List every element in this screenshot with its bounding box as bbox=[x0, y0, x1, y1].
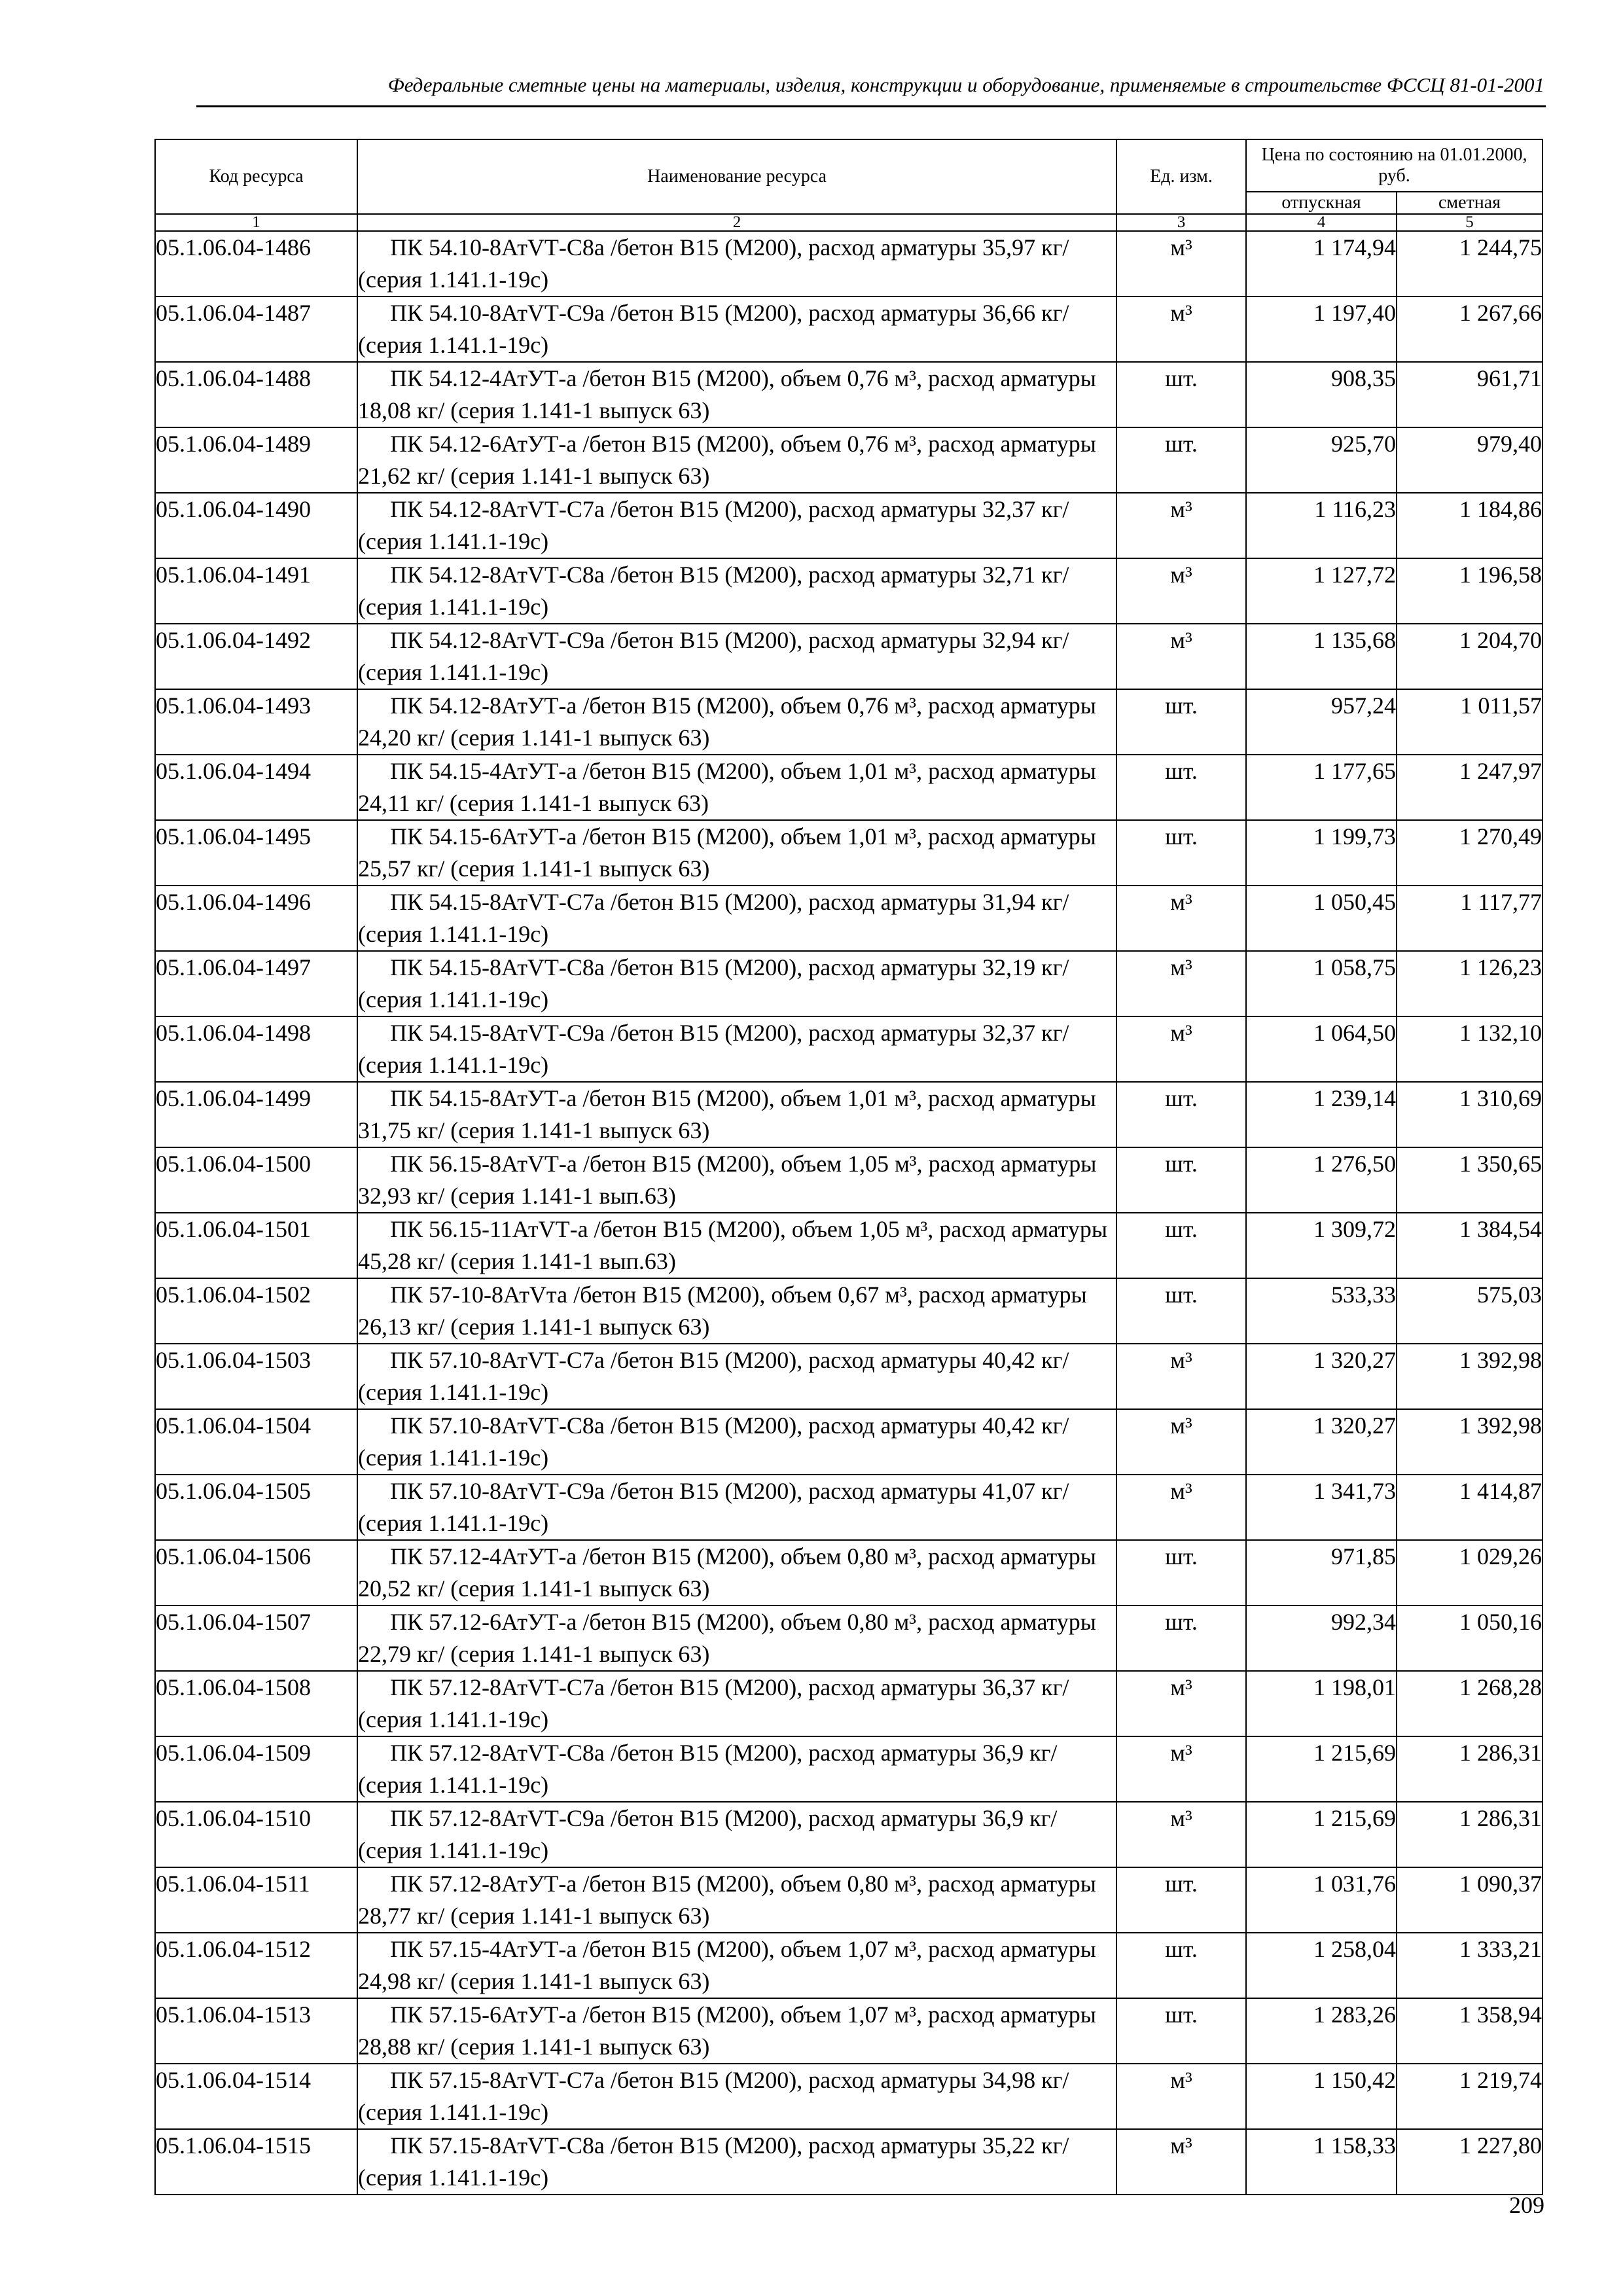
release-price-cell: 957,24 bbox=[1246, 689, 1397, 755]
table-row bbox=[155, 1344, 1543, 1409]
table-row bbox=[155, 1933, 1543, 1998]
table-row bbox=[155, 1278, 1543, 1344]
resource-name-cell bbox=[357, 1213, 1116, 1278]
resource-code-cell: 05.1.06.04-1510 bbox=[155, 1802, 357, 1867]
resource-name-text: ПК 57.15-8АтVТ-С8а /бетон В15 (М200), расход арматуры 35,22 кг/ (серия 1.141.1-19с) bbox=[358, 2132, 1069, 2191]
unit-cell: шт. bbox=[1116, 1540, 1246, 1605]
resource-code-cell: 05.1.06.04-1512 bbox=[155, 1933, 357, 1998]
resource-name-text: ПК 57.10-8АтVТ-С8а /бетон В15 (М200), расход арматуры 40,42 кг/ (серия 1.141.1-19с) bbox=[358, 1412, 1069, 1471]
release-price-cell: 1 031,76 bbox=[1246, 1867, 1397, 1933]
resource-name-cell bbox=[357, 558, 1116, 624]
estimate-price-cell: 1 333,21 bbox=[1397, 1933, 1543, 1998]
unit-cell: м³ bbox=[1116, 1409, 1246, 1475]
resource-name-cell bbox=[357, 1671, 1116, 1736]
estimate-price-cell: 1 310,69 bbox=[1397, 1082, 1543, 1147]
resource-name-cell bbox=[357, 362, 1116, 427]
unit-cell: м³ bbox=[1116, 231, 1246, 296]
estimate-price-cell: 1 184,86 bbox=[1397, 493, 1543, 558]
table-row bbox=[155, 1736, 1543, 1802]
table-row bbox=[155, 1605, 1543, 1671]
release-price-cell: 1 177,65 bbox=[1246, 755, 1397, 820]
estimate-price-cell: 1 090,37 bbox=[1397, 1867, 1543, 1933]
resource-code-cell: 05.1.06.04-1504 bbox=[155, 1409, 357, 1475]
unit-cell: шт. bbox=[1116, 1867, 1246, 1933]
table-row bbox=[155, 1671, 1543, 1736]
resource-name-text: ПК 54.12-8АтVТ-С9а /бетон В15 (М200), расход арматуры 32,94 кг/ (серия 1.141.1-19с) bbox=[358, 627, 1069, 685]
release-price-cell: 1 276,50 bbox=[1246, 1147, 1397, 1213]
resource-name-text: ПК 57.15-6АтУТ-а /бетон В15 (М200), объем 1,07 м³, расход арматуры 28,88 кг/ (серия 1.141-1 выпуск 63) bbox=[358, 2001, 1096, 2060]
estimate-price-cell: 1 029,26 bbox=[1397, 1540, 1543, 1605]
release-price-cell: 1 135,68 bbox=[1246, 624, 1397, 689]
estimate-price-cell: 1 132,10 bbox=[1397, 1016, 1543, 1082]
resource-name-text: ПК 57.12-8АтУТ-а /бетон В15 (М200), объем 0,80 м³, расход арматуры 28,77 кг/ (серия 1.141-1 выпуск 63) bbox=[358, 1871, 1096, 1929]
table-row bbox=[155, 1475, 1543, 1540]
unit-cell: шт. bbox=[1116, 1605, 1246, 1671]
column-numbers-row bbox=[155, 214, 1543, 231]
unit-cell: м³ bbox=[1116, 1736, 1246, 1802]
column-number: 4 bbox=[1246, 214, 1397, 231]
unit-cell: м³ bbox=[1116, 1475, 1246, 1540]
release-price-cell: 1 258,04 bbox=[1246, 1933, 1397, 1998]
release-price-cell: 1 341,73 bbox=[1246, 1475, 1397, 1540]
table-header bbox=[155, 139, 1543, 231]
resource-name-cell bbox=[357, 1998, 1116, 2064]
resource-name-text: ПК 57-10-8АтVта /бетон В15 (М200), объем 0,67 м³, расход арматуры 26,13 кг/ (серия 1.141-1 выпуск 63) bbox=[358, 1282, 1087, 1340]
estimate-price-cell: 1 286,31 bbox=[1397, 1802, 1543, 1867]
unit-cell: шт. bbox=[1116, 1278, 1246, 1344]
release-price-cell: 1 239,14 bbox=[1246, 1082, 1397, 1147]
resource-code-cell: 05.1.06.04-1506 bbox=[155, 1540, 357, 1605]
release-price-cell: 1 283,26 bbox=[1246, 1998, 1397, 2064]
resource-name-cell bbox=[357, 1278, 1116, 1344]
resource-name-cell bbox=[357, 1933, 1116, 1998]
estimate-price-cell: 1 227,80 bbox=[1397, 2129, 1543, 2195]
resource-name-text: ПК 54.15-8АтVТ-С8а /бетон В15 (М200), расход арматуры 32,19 кг/ (серия 1.141.1-19с) bbox=[358, 954, 1069, 1013]
resource-name-cell bbox=[357, 296, 1116, 362]
resource-code-cell: 05.1.06.04-1515 bbox=[155, 2129, 357, 2195]
table-row bbox=[155, 493, 1543, 558]
resource-name-cell bbox=[357, 1409, 1116, 1475]
unit-cell: шт. bbox=[1116, 362, 1246, 427]
release-price-cell: 1 215,69 bbox=[1246, 1802, 1397, 1867]
resource-code-cell: 05.1.06.04-1489 bbox=[155, 427, 357, 493]
resource-code-cell: 05.1.06.04-1500 bbox=[155, 1147, 357, 1213]
unit-cell: м³ bbox=[1116, 1344, 1246, 1409]
estimate-price-cell: 1 268,28 bbox=[1397, 1671, 1543, 1736]
resource-name-text: ПК 54.15-8АтVТ-С9а /бетон В15 (М200), расход арматуры 32,37 кг/ (серия 1.141.1-19с) bbox=[358, 1020, 1069, 1078]
estimate-price-cell: 1 270,49 bbox=[1397, 820, 1543, 886]
resource-code-cell: 05.1.06.04-1495 bbox=[155, 820, 357, 886]
release-price-cell: 1 064,50 bbox=[1246, 1016, 1397, 1082]
resource-code-cell: 05.1.06.04-1487 bbox=[155, 296, 357, 362]
estimate-price-cell: 1 384,54 bbox=[1397, 1213, 1543, 1278]
resource-name-cell bbox=[357, 820, 1116, 886]
resource-name-text: ПК 54.10-8АтVТ-С8а /бетон В15 (М200), расход арматуры 35,97 кг/ (серия 1.141.1-19с) bbox=[358, 234, 1069, 293]
unit-cell: м³ bbox=[1116, 558, 1246, 624]
resource-code-cell: 05.1.06.04-1497 bbox=[155, 951, 357, 1016]
table-row bbox=[155, 624, 1543, 689]
resource-code-cell: 05.1.06.04-1499 bbox=[155, 1082, 357, 1147]
table-row bbox=[155, 1147, 1543, 1213]
estimate-price-cell: 1 244,75 bbox=[1397, 231, 1543, 296]
resource-name-cell bbox=[357, 624, 1116, 689]
unit-cell: м³ bbox=[1116, 1016, 1246, 1082]
estimate-price-cell: 1 126,23 bbox=[1397, 951, 1543, 1016]
release-price-cell: 908,35 bbox=[1246, 362, 1397, 427]
resource-name-text: ПК 57.10-8АтVТ-С7а /бетон В15 (М200), расход арматуры 40,42 кг/ (серия 1.141.1-19с) bbox=[358, 1347, 1069, 1405]
estimate-price-cell: 1 286,31 bbox=[1397, 1736, 1543, 1802]
release-price-cell: 1 320,27 bbox=[1246, 1409, 1397, 1475]
unit-cell: м³ bbox=[1116, 2064, 1246, 2129]
unit-cell: шт. bbox=[1116, 1147, 1246, 1213]
resource-code-cell: 05.1.06.04-1511 bbox=[155, 1867, 357, 1933]
resource-name-text: ПК 54.15-6АтУТ-а /бетон В15 (М200), объем 1,01 м³, расход арматуры 25,57 кг/ (серия 1.141-1 выпуск 63) bbox=[358, 823, 1096, 882]
unit-cell: шт. bbox=[1116, 689, 1246, 755]
resource-name-text: ПК 57.12-8АтVТ-С9а /бетон В15 (М200), расход арматуры 36,9 кг/ (серия 1.141.1-19с) bbox=[358, 1805, 1058, 1863]
estimate-price-cell: 1 011,57 bbox=[1397, 689, 1543, 755]
resource-name-cell bbox=[357, 1736, 1116, 1802]
table-row bbox=[155, 1802, 1543, 1867]
unit-cell: м³ bbox=[1116, 493, 1246, 558]
table-row bbox=[155, 1213, 1543, 1278]
estimate-price-cell: 575,03 bbox=[1397, 1278, 1543, 1344]
resource-name-text: ПК 57.12-8АтVТ-С7а /бетон В15 (М200), расход арматуры 36,37 кг/ (серия 1.141.1-19с) bbox=[358, 1674, 1069, 1732]
resource-code-cell: 05.1.06.04-1507 bbox=[155, 1605, 357, 1671]
unit-cell: м³ bbox=[1116, 1802, 1246, 1867]
resource-name-text: ПК 54.12-6АтУТ-а /бетон В15 (М200), объем 0,76 м³, расход арматуры 21,62 кг/ (серия 1.141-1 выпуск 63) bbox=[358, 431, 1096, 489]
estimate-price-cell: 1 414,87 bbox=[1397, 1475, 1543, 1540]
resource-name-cell bbox=[357, 2129, 1116, 2195]
resource-code-cell: 05.1.06.04-1505 bbox=[155, 1475, 357, 1540]
resource-name-cell bbox=[357, 951, 1116, 1016]
page-number: 209 bbox=[1509, 2192, 1544, 2218]
table-row bbox=[155, 296, 1543, 362]
resource-name-cell bbox=[357, 427, 1116, 493]
resource-code-cell: 05.1.06.04-1494 bbox=[155, 755, 357, 820]
table-row bbox=[155, 1016, 1543, 1082]
release-price-cell: 533,33 bbox=[1246, 1278, 1397, 1344]
resource-code-cell: 05.1.06.04-1486 bbox=[155, 231, 357, 296]
unit-cell: шт. bbox=[1116, 755, 1246, 820]
unit-cell: м³ bbox=[1116, 1671, 1246, 1736]
estimate-price-cell: 1 247,97 bbox=[1397, 755, 1543, 820]
resource-name-cell bbox=[357, 1867, 1116, 1933]
resource-name-text: ПК 54.10-8АтVТ-С9а /бетон В15 (М200), расход арматуры 36,66 кг/ (серия 1.141.1-19с) bbox=[358, 300, 1069, 358]
resource-name-text: ПК 54.15-8АтУТ-а /бетон В15 (М200), объем 1,01 м³, расход арматуры 31,75 кг/ (серия 1.141-1 выпуск 63) bbox=[358, 1085, 1096, 1143]
resource-name-text: ПК 54.12-4АтУТ-а /бетон В15 (М200), объем 0,76 м³, расход арматуры 18,08 кг/ (серия 1.141-1 выпуск 63) bbox=[358, 365, 1096, 423]
release-price-cell: 1 127,72 bbox=[1246, 558, 1397, 624]
resource-name-cell bbox=[357, 1147, 1116, 1213]
table-row bbox=[155, 1540, 1543, 1605]
table-body bbox=[155, 231, 1543, 2195]
resource-name-text: ПК 54.12-8АтУТ-а /бетон В15 (М200), объем 0,76 м³, расход арматуры 24,20 кг/ (серия 1.141-1 выпуск 63) bbox=[358, 692, 1096, 751]
estimate-price-cell: 1 392,98 bbox=[1397, 1409, 1543, 1475]
estimate-price-cell: 1 050,16 bbox=[1397, 1605, 1543, 1671]
unit-cell: м³ bbox=[1116, 2129, 1246, 2195]
release-price-cell: 1 174,94 bbox=[1246, 231, 1397, 296]
column-number: 5 bbox=[1397, 214, 1543, 231]
release-price-cell: 1 198,01 bbox=[1246, 1671, 1397, 1736]
estimate-price-cell: 1 358,94 bbox=[1397, 1998, 1543, 2064]
release-price-cell: 1 320,27 bbox=[1246, 1344, 1397, 1409]
table-row bbox=[155, 1867, 1543, 1933]
resource-name-text: ПК 56.15-8АтVТ-а /бетон В15 (М200), объем 1,05 м³, расход арматуры 32,93 кг/ (серия 1.141-1 вып.63) bbox=[358, 1151, 1097, 1209]
unit-cell: шт. bbox=[1116, 1998, 1246, 2064]
release-price-cell: 1 050,45 bbox=[1246, 886, 1397, 951]
resource-name-text: ПК 57.12-4АтУТ-а /бетон В15 (М200), объем 0,80 м³, расход арматуры 20,52 кг/ (серия 1.141-1 выпуск 63) bbox=[358, 1543, 1096, 1602]
table-row bbox=[155, 951, 1543, 1016]
unit-cell: м³ bbox=[1116, 624, 1246, 689]
header-rule bbox=[196, 105, 1546, 107]
resource-code-cell: 05.1.06.04-1514 bbox=[155, 2064, 357, 2129]
resource-code-cell: 05.1.06.04-1491 bbox=[155, 558, 357, 624]
resource-name-text: ПК 57.10-8АтVТ-С9а /бетон В15 (М200), расход арматуры 41,07 кг/ (серия 1.141.1-19с) bbox=[358, 1478, 1069, 1536]
release-price-cell: 971,85 bbox=[1246, 1540, 1397, 1605]
estimate-price-cell: 1 392,98 bbox=[1397, 1344, 1543, 1409]
resource-name-text: ПК 54.15-4АтУТ-а /бетон В15 (М200), объем 1,01 м³, расход арматуры 24,11 кг/ (серия 1.141-1 выпуск 63) bbox=[358, 758, 1096, 816]
resource-code-cell: 05.1.06.04-1496 bbox=[155, 886, 357, 951]
resource-code-cell: 05.1.06.04-1508 bbox=[155, 1671, 357, 1736]
unit-cell: шт. bbox=[1116, 1213, 1246, 1278]
resource-name-cell bbox=[357, 231, 1116, 296]
header-code: Код ресурса bbox=[155, 139, 357, 214]
release-price-cell: 1 309,72 bbox=[1246, 1213, 1397, 1278]
header-estimate-price: сметная bbox=[1397, 192, 1543, 214]
table-row bbox=[155, 1409, 1543, 1475]
table-row bbox=[155, 1998, 1543, 2064]
table-row bbox=[155, 558, 1543, 624]
resource-name-text: ПК 57.15-8АтVТ-С7а /бетон В15 (М200), расход арматуры 34,98 кг/ (серия 1.141.1-19с) bbox=[358, 2067, 1069, 2125]
resource-name-cell bbox=[357, 493, 1116, 558]
table-row bbox=[155, 362, 1543, 427]
resource-name-cell bbox=[357, 1605, 1116, 1671]
release-price-cell: 1 215,69 bbox=[1246, 1736, 1397, 1802]
column-number: 3 bbox=[1116, 214, 1246, 231]
estimate-price-cell: 1 350,65 bbox=[1397, 1147, 1543, 1213]
estimate-price-cell: 1 117,77 bbox=[1397, 886, 1543, 951]
column-number: 2 bbox=[357, 214, 1116, 231]
resource-name-cell bbox=[357, 886, 1116, 951]
table-row bbox=[155, 820, 1543, 886]
release-price-cell: 925,70 bbox=[1246, 427, 1397, 493]
release-price-cell: 1 116,23 bbox=[1246, 493, 1397, 558]
resource-code-cell: 05.1.06.04-1503 bbox=[155, 1344, 357, 1409]
release-price-cell: 1 058,75 bbox=[1246, 951, 1397, 1016]
resource-name-text: ПК 54.12-8АтVТ-С8а /бетон В15 (М200), расход арматуры 32,71 кг/ (серия 1.141.1-19с) bbox=[358, 562, 1069, 620]
resource-code-cell: 05.1.06.04-1498 bbox=[155, 1016, 357, 1082]
table-row bbox=[155, 689, 1543, 755]
table-row bbox=[155, 1082, 1543, 1147]
resource-name-cell bbox=[357, 689, 1116, 755]
resource-code-cell: 05.1.06.04-1501 bbox=[155, 1213, 357, 1278]
estimate-price-cell: 1 267,66 bbox=[1397, 296, 1543, 362]
release-price-cell: 1 199,73 bbox=[1246, 820, 1397, 886]
resource-name-cell bbox=[357, 1016, 1116, 1082]
resource-code-cell: 05.1.06.04-1492 bbox=[155, 624, 357, 689]
resource-name-cell bbox=[357, 1082, 1116, 1147]
resource-name-cell bbox=[357, 1540, 1116, 1605]
unit-cell: шт. bbox=[1116, 820, 1246, 886]
resource-name-cell bbox=[357, 1802, 1116, 1867]
resource-name-cell bbox=[357, 2064, 1116, 2129]
header-name: Наименование ресурса bbox=[357, 139, 1116, 214]
unit-cell: м³ bbox=[1116, 951, 1246, 1016]
header-release-price: отпускная bbox=[1246, 192, 1397, 214]
release-price-cell: 992,34 bbox=[1246, 1605, 1397, 1671]
resource-name-text: ПК 57.12-6АтУТ-а /бетон В15 (М200), объем 0,80 м³, расход арматуры 22,79 кг/ (серия 1.141-1 выпуск 63) bbox=[358, 1609, 1096, 1667]
estimate-price-cell: 1 219,74 bbox=[1397, 2064, 1543, 2129]
running-header: Федеральные сметные цены на материалы, изделия, конструкции и оборудование, применяемые в строительстве ФССЦ 81-01-2001 bbox=[387, 73, 1544, 96]
table-row bbox=[155, 2129, 1543, 2195]
resource-name-text: ПК 56.15-11АтVТ-а /бетон В15 (М200), объем 1,05 м³, расход арматуры 45,28 кг/ (серия 1.141-1 вып.63) bbox=[358, 1216, 1108, 1274]
resource-name-text: ПК 54.15-8АтVТ-С7а /бетон В15 (М200), расход арматуры 31,94 кг/ (серия 1.141.1-19с) bbox=[358, 889, 1069, 947]
resource-name-text: ПК 57.15-4АтУТ-а /бетон В15 (М200), объем 1,07 м³, расход арматуры 24,98 кг/ (серия 1.141-1 выпуск 63) bbox=[358, 1936, 1096, 1994]
table-row bbox=[155, 231, 1543, 296]
resource-code-cell: 05.1.06.04-1509 bbox=[155, 1736, 357, 1802]
resource-name-cell bbox=[357, 1344, 1116, 1409]
unit-cell: шт. bbox=[1116, 1082, 1246, 1147]
unit-cell: шт. bbox=[1116, 1933, 1246, 1998]
unit-cell: м³ bbox=[1116, 296, 1246, 362]
resource-code-cell: 05.1.06.04-1493 bbox=[155, 689, 357, 755]
resource-name-cell bbox=[357, 755, 1116, 820]
unit-cell: шт. bbox=[1116, 427, 1246, 493]
resource-name-cell bbox=[357, 1475, 1116, 1540]
table-row bbox=[155, 2064, 1543, 2129]
resource-code-cell: 05.1.06.04-1488 bbox=[155, 362, 357, 427]
release-price-cell: 1 150,42 bbox=[1246, 2064, 1397, 2129]
estimate-price-cell: 961,71 bbox=[1397, 362, 1543, 427]
column-number: 1 bbox=[155, 214, 357, 231]
header-unit: Ед. изм. bbox=[1116, 139, 1246, 214]
resource-code-cell: 05.1.06.04-1490 bbox=[155, 493, 357, 558]
table-row bbox=[155, 886, 1543, 951]
resource-code-cell: 05.1.06.04-1513 bbox=[155, 1998, 357, 2064]
unit-cell: м³ bbox=[1116, 886, 1246, 951]
resource-name-text: ПК 54.12-8АтVТ-С7а /бетон В15 (М200), расход арматуры 32,37 кг/ (серия 1.141.1-19с) bbox=[358, 496, 1069, 554]
resource-name-text: ПК 57.12-8АтVТ-С8а /бетон В15 (М200), расход арматуры 36,9 кг/ (серия 1.141.1-19с) bbox=[358, 1740, 1058, 1798]
estimate-price-cell: 979,40 bbox=[1397, 427, 1543, 493]
release-price-cell: 1 197,40 bbox=[1246, 296, 1397, 362]
estimate-price-cell: 1 196,58 bbox=[1397, 558, 1543, 624]
resource-price-table bbox=[154, 139, 1543, 2195]
resource-code-cell: 05.1.06.04-1502 bbox=[155, 1278, 357, 1344]
table-row bbox=[155, 755, 1543, 820]
header-price-group: Цена по состоянию на 01.01.2000, руб. bbox=[1246, 139, 1543, 192]
table-row bbox=[155, 427, 1543, 493]
release-price-cell: 1 158,33 bbox=[1246, 2129, 1397, 2195]
estimate-price-cell: 1 204,70 bbox=[1397, 624, 1543, 689]
